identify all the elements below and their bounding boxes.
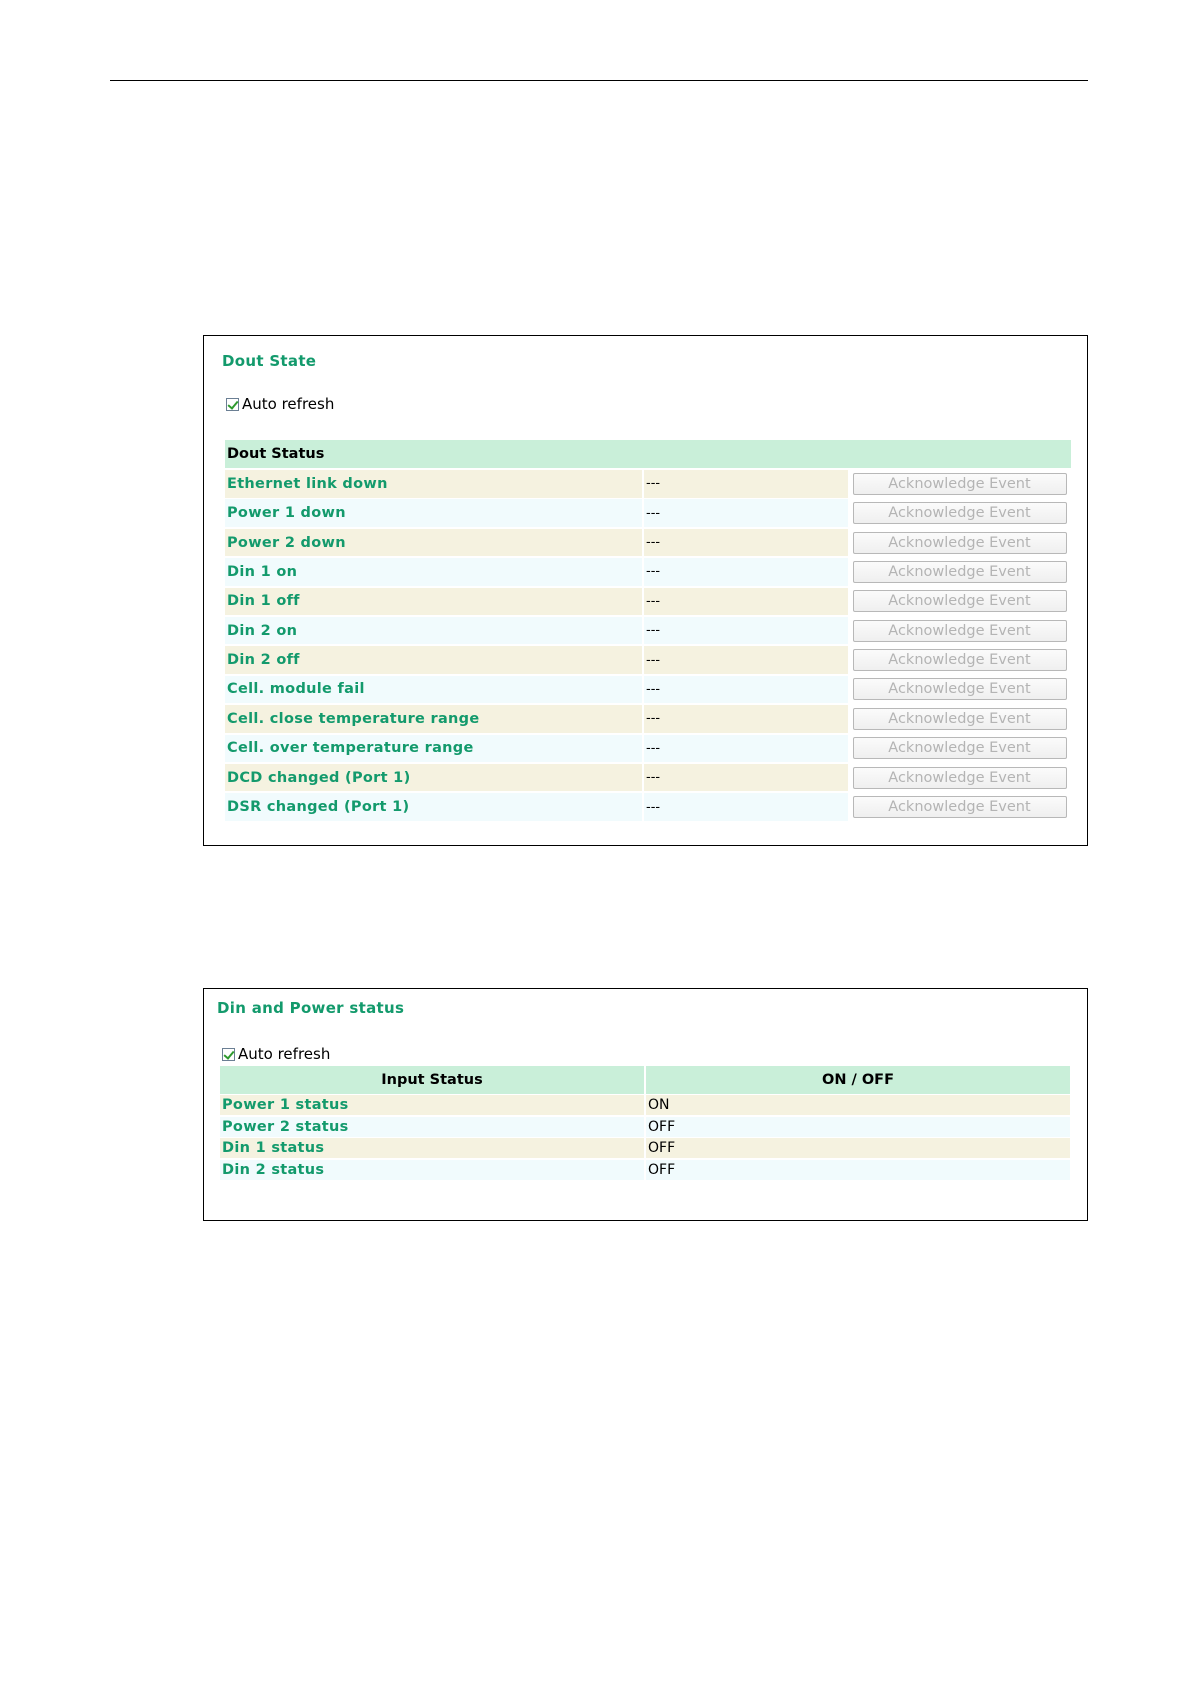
acknowledge-event-button[interactable]: Acknowledge Event	[853, 678, 1067, 700]
table-row	[225, 617, 1071, 645]
event-name: Power 1 down	[225, 499, 642, 527]
table-row	[225, 588, 1071, 616]
event-value: ---	[644, 558, 848, 586]
page-top-rule	[110, 80, 1088, 81]
auto-refresh-label: Auto refresh	[242, 395, 335, 413]
acknowledge-event-button[interactable]: Acknowledge Event	[853, 737, 1067, 759]
table-row	[220, 1117, 1070, 1137]
check-icon	[227, 398, 238, 410]
acknowledge-event-button[interactable]: Acknowledge Event	[853, 649, 1067, 671]
table-row	[225, 470, 1071, 498]
event-value: ---	[644, 764, 848, 792]
event-name: DSR changed (Port 1)	[225, 793, 642, 821]
event-name: Din 2 on	[225, 617, 642, 645]
auto-refresh-label: Auto refresh	[238, 1045, 331, 1063]
dout-status-header: Dout Status	[225, 440, 1071, 468]
acknowledge-event-button[interactable]: Acknowledge Event	[853, 561, 1067, 583]
acknowledge-event-button[interactable]: Acknowledge Event	[853, 620, 1067, 642]
event-name: Din 1 off	[225, 588, 642, 616]
table-row	[225, 705, 1071, 733]
din-power-table	[220, 1066, 1070, 1181]
table-row	[220, 1095, 1070, 1115]
event-value: ---	[644, 499, 848, 527]
column-header-on-off: ON / OFF	[646, 1066, 1070, 1094]
input-value: OFF	[646, 1117, 1070, 1137]
table-row	[225, 499, 1071, 527]
input-name: Power 2 status	[220, 1117, 644, 1137]
acknowledge-event-button[interactable]: Acknowledge Event	[853, 767, 1067, 789]
table-row	[225, 646, 1071, 674]
dout-state-panel	[203, 335, 1088, 846]
dout-status-table	[225, 440, 1071, 823]
event-name: Cell. over temperature range	[225, 735, 642, 763]
acknowledge-event-button[interactable]: Acknowledge Event	[853, 590, 1067, 612]
input-value: ON	[646, 1095, 1070, 1115]
din-power-title: Din and Power status	[217, 999, 405, 1017]
dout-auto-refresh[interactable]	[226, 395, 334, 413]
event-value: ---	[644, 735, 848, 763]
event-value: ---	[644, 588, 848, 616]
acknowledge-event-button[interactable]: Acknowledge Event	[853, 708, 1067, 730]
event-value: ---	[644, 793, 848, 821]
event-name: Cell. module fail	[225, 676, 642, 704]
din-auto-refresh[interactable]	[222, 1045, 330, 1063]
event-name: Power 2 down	[225, 529, 642, 557]
event-value: ---	[644, 705, 848, 733]
table-row	[225, 735, 1071, 763]
input-value: OFF	[646, 1160, 1070, 1180]
event-value: ---	[644, 676, 848, 704]
table-row	[225, 764, 1071, 792]
event-value: ---	[644, 470, 848, 498]
column-header-input-status: Input Status	[220, 1066, 644, 1094]
input-name: Din 1 status	[220, 1138, 644, 1158]
auto-refresh-checkbox[interactable]	[222, 1048, 235, 1061]
table-row	[225, 558, 1071, 586]
din-power-header	[220, 1066, 1070, 1094]
table-row	[220, 1160, 1070, 1180]
dout-state-title: Dout State	[222, 352, 317, 370]
event-value: ---	[644, 529, 848, 557]
event-value: ---	[644, 646, 848, 674]
event-name: DCD changed (Port 1)	[225, 764, 642, 792]
input-name: Din 2 status	[220, 1160, 644, 1180]
event-name: Din 1 on	[225, 558, 642, 586]
acknowledge-event-button[interactable]: Acknowledge Event	[853, 532, 1067, 554]
acknowledge-event-button[interactable]: Acknowledge Event	[853, 473, 1067, 495]
table-row	[225, 793, 1071, 821]
event-name: Cell. close temperature range	[225, 705, 642, 733]
table-row	[225, 676, 1071, 704]
table-row	[225, 529, 1071, 557]
event-value: ---	[644, 617, 848, 645]
acknowledge-event-button[interactable]: Acknowledge Event	[853, 796, 1067, 818]
input-value: OFF	[646, 1138, 1070, 1158]
acknowledge-event-button[interactable]: Acknowledge Event	[853, 502, 1067, 524]
table-row	[220, 1138, 1070, 1158]
event-name: Din 2 off	[225, 646, 642, 674]
check-icon	[223, 1048, 234, 1060]
input-name: Power 1 status	[220, 1095, 644, 1115]
din-power-status-panel	[203, 988, 1088, 1221]
auto-refresh-checkbox[interactable]	[226, 398, 239, 411]
event-name: Ethernet link down	[225, 470, 642, 498]
